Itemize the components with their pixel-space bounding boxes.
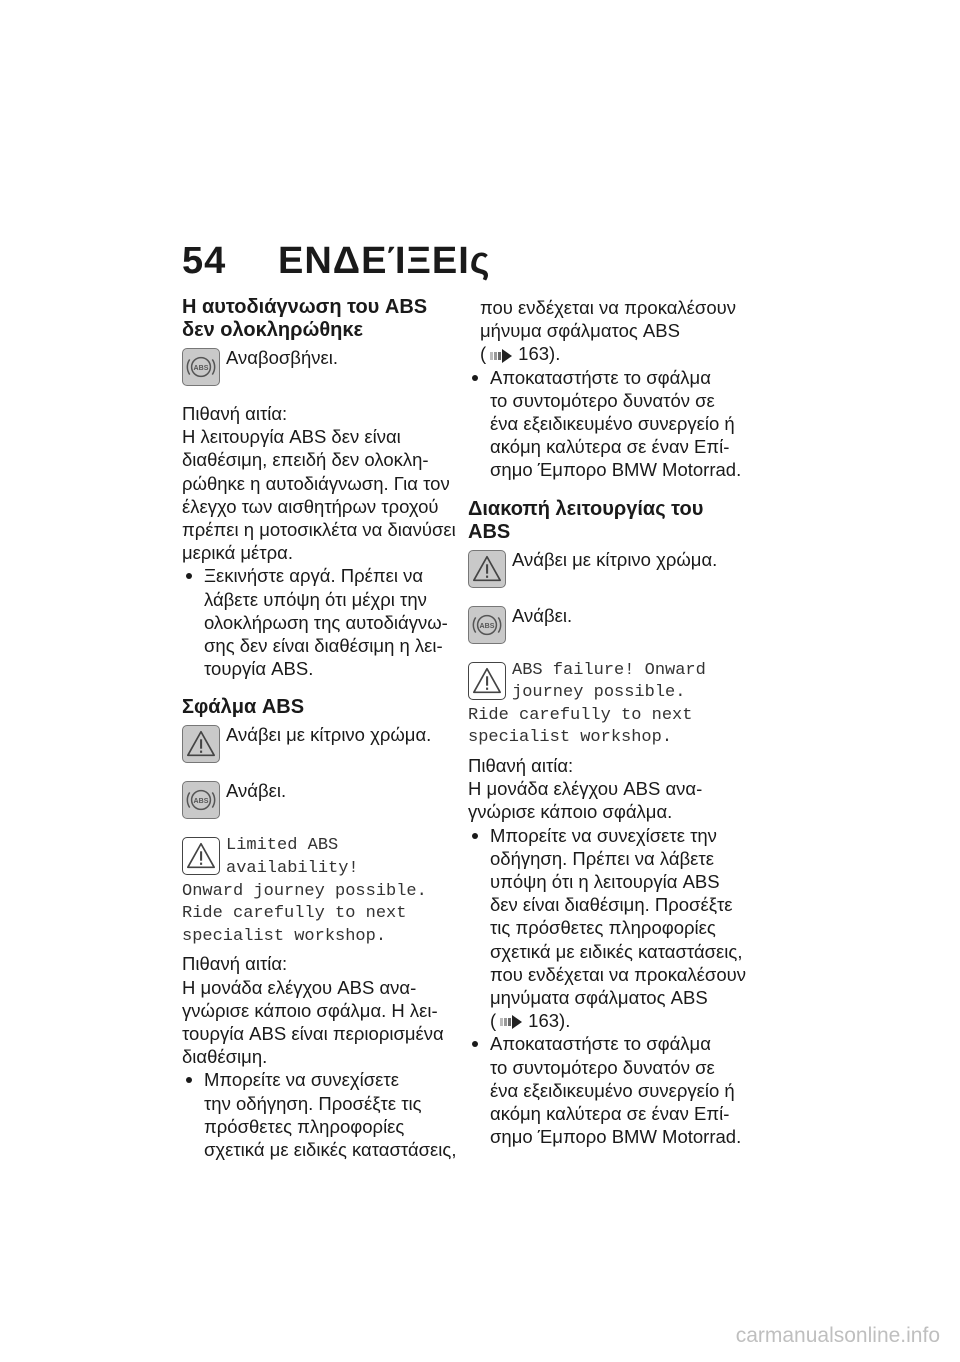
page-ref-arrow-icon[interactable] — [500, 1015, 524, 1029]
cause-text: Η μονάδα ελέγχου ABS ανα- γνώρισε κάποιο σφάλμα. — [468, 778, 703, 823]
left-column — [182, 296, 458, 1161]
abs-lamp-icon — [468, 606, 506, 644]
section-title-abs-shutdown: Διακοπή λειτουργίας του ABS — [468, 497, 704, 543]
warning-triangle-icon — [468, 662, 506, 700]
page-ref-arrow-icon[interactable] — [490, 349, 514, 363]
list-item: Μπορείτε να συνεχίσετε την οδήγηση. Πρέπει να λάβετε υπόψη ότι η λειτουργία ABS δεν είναι διαθέσιμη. Προσέξτε τις πρόσθετες πληροφορίες σχετικά με ειδικές καταστάσεις, που ενδέχεται να προκαλέσουν μηνύματα σφάλματος ABS ( 163). — [468, 824, 758, 1033]
list-item: Ξεκινήστε αργά. Πρέπει να λάβετε υπόψη ότι μέχρι την ολοκλήρωση της αυτοδιάγνω- σης δεν είναι διαθέσιμη η λει- τουργία ABS. — [182, 564, 458, 680]
section-title-abs-self-diagnosis: Η αυτοδιάγνωση του ABS δεν ολοκληρώθηκε — [182, 296, 428, 341]
abs-lamp-icon — [182, 781, 220, 819]
display-message: ABS failure! Onward journey possible. — [512, 660, 706, 703]
cause-text: Η μονάδα ελέγχου ABS ανα- γνώρισε κάποιο σφάλμα. Η λει- τουργία ABS είναι περιορισμένα διαθέσιμη. — [182, 976, 444, 1068]
list-item: Μπορείτε να συνεχίσετε την οδήγηση. Προσέξτε τις πρόσθετες πληροφορίες σχετικά με ειδικές καταστάσεις, — [182, 1068, 458, 1161]
cause-label: Πιθανή αιτία: — [182, 403, 288, 424]
warning-indicator-row: Ανάβει με κίτρινο χρώμα. — [182, 723, 458, 763]
page-ref-link[interactable]: 163). — [518, 343, 561, 365]
abs-indicator-row: Ανάβει. — [182, 779, 458, 819]
list-item: Αποκαταστήστε το σφάλμα το συντομότερο δυνατόν σε ένα εξειδικευμένο συνεργείο ή ακόμη καλύτερα σε έναν Επί- σημο Έμπορο BMW Motorrad. — [468, 366, 758, 482]
abs-lamp-icon — [182, 348, 220, 386]
cause-text: Η λειτουργία ABS δεν είναι διαθέσιμη, επειδή δεν ολοκλη- ρώθηκε η αυτοδιάγνωση. Για τον έλεγχο των αισθητήρων τροχού πρέπει η μοτοσικλέτα να διανύσει μερικά μέτρα. — [182, 426, 456, 564]
abs-indicator-row: Αναβοσβήνει. — [182, 346, 458, 386]
watermark: carmanualsonline.info — [735, 1324, 940, 1347]
display-message-cont: Ride carefully to next specialist workshop. — [468, 705, 693, 748]
right-column — [468, 296, 758, 1148]
display-message: Limited ABS availability! — [226, 836, 359, 879]
list-item: Αποκαταστήστε το σφάλμα το συντομότερο δυνατόν σε ένα εξειδικευμένο συνεργείο ή ακόμη καλύτερα σε έναν Επί- σημο Έμπορο BMW Motorrad. — [468, 1032, 758, 1148]
display-message-row — [182, 835, 458, 880]
page-title: ΕΝΔΕΊΞΕΙς — [278, 240, 491, 282]
display-message-cont: Onward journey possible. Ride carefully to next specialist workshop. — [182, 881, 427, 946]
cause-label: Πιθανή αιτία: — [182, 953, 288, 975]
abs-indicator-row: Ανάβει. — [468, 604, 758, 644]
display-message-row — [468, 660, 758, 705]
warning-triangle-icon — [182, 837, 220, 875]
page-ref-link[interactable]: 163). — [528, 1010, 571, 1032]
warning-indicator-row: Ανάβει με κίτρινο χρώμα. — [468, 548, 758, 588]
cause-label: Πιθανή αιτία: — [468, 755, 574, 776]
warning-triangle-icon — [182, 725, 220, 763]
page-header — [182, 240, 491, 283]
warning-triangle-icon — [468, 550, 506, 588]
page-number: 54 — [182, 240, 227, 282]
section-title-abs-fault: Σφάλμα ABS — [182, 696, 305, 719]
list-item-continued: που ενδέχεται να προκαλέσουν μήνυμα σφάλματος ABS ( 163). — [480, 297, 736, 365]
